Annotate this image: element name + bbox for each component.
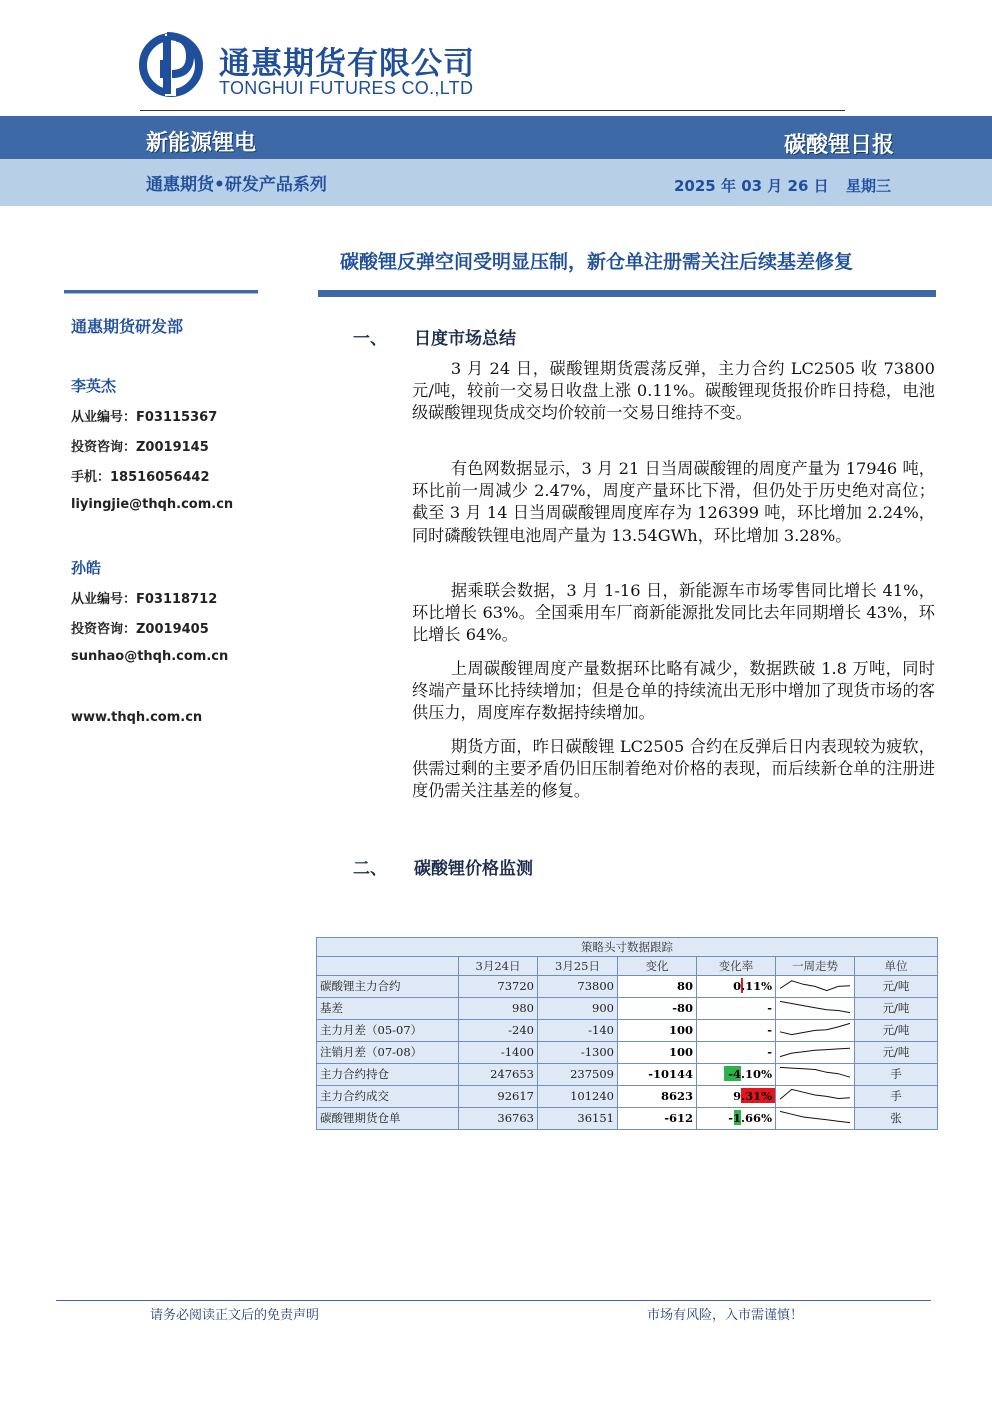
analyst-consult-id: 投资咨询：Z0019145 xyxy=(71,440,209,455)
report-category: 新能源锂电 xyxy=(146,131,257,156)
table-header-cell xyxy=(317,956,459,975)
sparkline-line xyxy=(780,1048,850,1056)
analyst-license: 从业编号：F03115367 xyxy=(71,410,218,425)
change-rate-text: 0.11% xyxy=(733,979,772,994)
change-rate xyxy=(697,997,776,1019)
section-number: 二、 xyxy=(353,859,387,879)
sparkline-chart xyxy=(776,976,855,994)
table-row xyxy=(317,1107,938,1129)
table-header-cell: 3月24日 xyxy=(459,956,538,975)
change-rate xyxy=(697,1041,776,1063)
analyst-name: 李英杰 xyxy=(71,377,117,395)
value-mar25: -140 xyxy=(538,1019,618,1041)
unit-label: 元/吨 xyxy=(855,997,938,1019)
table-row xyxy=(317,1063,938,1085)
change-rate-text: -1.66% xyxy=(728,1111,772,1126)
section-number: 一、 xyxy=(353,329,387,349)
unit-label: 元/吨 xyxy=(855,1019,938,1041)
report-weekday: 星期三 xyxy=(846,177,892,195)
report-date: 2025 年 03 月 26 日 xyxy=(674,177,829,195)
paragraph: 据乘联会数据，3 月 1-16 日，新能源车市场零售同比增长 41%，环比增长 63%。全国乘用车厂商新能源批发同比去年同期增长 43%，环比增长 64%。 xyxy=(412,581,935,645)
change-rate xyxy=(697,1107,776,1129)
weekly-trend-sparkline xyxy=(776,1063,855,1085)
header-divider xyxy=(140,110,845,111)
company-logo-icon xyxy=(138,30,204,100)
table-header-cell: 变化 xyxy=(618,956,697,975)
report-type: 碳酸锂日报 xyxy=(783,133,894,158)
row-label: 碳酸锂主力合约 xyxy=(317,975,459,997)
table-header-row xyxy=(317,956,938,975)
change-rate-text: - xyxy=(767,1001,772,1016)
change-value: -612 xyxy=(618,1107,697,1129)
change-rate xyxy=(697,1063,776,1085)
value-mar24: -240 xyxy=(459,1019,538,1041)
footer-divider xyxy=(56,1300,931,1301)
sparkline-chart xyxy=(776,1020,855,1038)
analyst-name: 孙皓 xyxy=(71,559,102,577)
change-value: 80 xyxy=(618,975,697,997)
weekly-trend-sparkline xyxy=(776,1041,855,1063)
table-row xyxy=(317,975,938,997)
unit-label: 元/吨 xyxy=(855,975,938,997)
sparkline-chart xyxy=(776,1042,855,1060)
analyst-consult-id: 投资咨询：Z0019405 xyxy=(71,622,209,637)
sparkline-line xyxy=(780,1023,850,1034)
change-value: 100 xyxy=(618,1019,697,1041)
value-mar24: 980 xyxy=(459,997,538,1019)
change-value: 100 xyxy=(618,1041,697,1063)
sidebar-divider xyxy=(64,290,258,294)
company-name-cn: 通惠期货有限公司 xyxy=(219,46,475,82)
unit-label: 手 xyxy=(855,1063,938,1085)
weekly-trend-sparkline xyxy=(776,1019,855,1041)
change-value: -80 xyxy=(618,997,697,1019)
change-rate xyxy=(697,975,776,997)
value-mar25: -1300 xyxy=(538,1041,618,1063)
row-label: 碳酸锂期货仓单 xyxy=(317,1107,459,1129)
website-link[interactable]: www.thqh.com.cn xyxy=(71,710,203,725)
table-header-cell: 3月25日 xyxy=(538,956,618,975)
table-header-cell: 单位 xyxy=(855,956,938,975)
table-row xyxy=(317,997,938,1019)
section-title: 日度市场总结 xyxy=(414,329,516,349)
analyst-email-link[interactable]: sunhao@thqh.com.cn xyxy=(71,649,229,664)
sparkline-chart xyxy=(776,1086,855,1104)
table-caption: 策略头寸数据跟踪 xyxy=(317,938,938,957)
value-mar24: -1400 xyxy=(459,1041,538,1063)
sparkline-chart xyxy=(776,998,855,1016)
weekly-trend-sparkline xyxy=(776,997,855,1019)
disclaimer-notice: 请务必阅读正文后的免责声明 xyxy=(150,1308,320,1323)
change-rate xyxy=(697,1019,776,1041)
unit-label: 张 xyxy=(855,1107,938,1129)
value-mar24: 36763 xyxy=(459,1107,538,1129)
analyst-email-link[interactable]: liyingjie@thqh.com.cn xyxy=(71,497,234,512)
value-mar24: 73720 xyxy=(459,975,538,997)
section-title: 碳酸锂价格监测 xyxy=(414,859,533,879)
row-label: 主力合约成交 xyxy=(317,1085,459,1107)
weekly-trend-sparkline xyxy=(776,1107,855,1129)
table-row xyxy=(317,1085,938,1107)
value-mar25: 73800 xyxy=(538,975,618,997)
value-mar25: 900 xyxy=(538,997,618,1019)
change-rate-text: -4.10% xyxy=(728,1067,772,1082)
unit-label: 手 xyxy=(855,1085,938,1107)
paragraph: 3 月 24 日，碳酸锂期货震荡反弹，主力合约 LC2505 收 73800 元/吨，较前一交易日收盘上涨 0.11%。碳酸锂现货报价昨日持稳，电池级碳酸锂现货成交均价较前一交易日维持不变。 xyxy=(412,359,935,423)
report-headline: 碳酸锂反弹空间受明显压制，新仓单注册需关注后续基差修复 xyxy=(340,251,854,273)
change-rate-text: - xyxy=(767,1045,772,1060)
analyst-phone: 手机：18516056442 xyxy=(71,470,210,485)
row-label: 注销月差（07-08） xyxy=(317,1041,459,1063)
company-name-en: TONGHUI FUTURES CO.,LTD xyxy=(219,78,474,98)
value-mar25: 237509 xyxy=(538,1063,618,1085)
value-mar24: 247653 xyxy=(459,1063,538,1085)
report-series: 通惠期货•研发产品系列 xyxy=(146,175,327,195)
change-value: -10144 xyxy=(618,1063,697,1085)
paragraph: 上周碳酸锂周度产量数据环比略有减少，数据跌破 1.8 万吨，同时终端产量环比持续增加；但是仓单的持续流出无形中增加了现货市场的客供压力，周度库存数据持续增加。 xyxy=(412,659,935,723)
sparkline-chart xyxy=(776,1064,855,1082)
value-mar25: 36151 xyxy=(538,1107,618,1129)
sparkline-line xyxy=(780,1089,850,1099)
research-department: 通惠期货研发部 xyxy=(71,317,184,336)
table-row xyxy=(317,1019,938,1041)
sparkline-line xyxy=(780,1067,850,1077)
sparkline-chart xyxy=(776,1108,855,1126)
content-divider xyxy=(318,290,936,297)
value-mar24: 92617 xyxy=(459,1085,538,1107)
sparkline-line xyxy=(780,980,850,990)
unit-label: 元/吨 xyxy=(855,1041,938,1063)
row-label: 主力月差（05-07） xyxy=(317,1019,459,1041)
table-header-cell: 变化率 xyxy=(697,956,776,975)
table-header-cell: 一周走势 xyxy=(776,956,855,975)
row-label: 主力合约持仓 xyxy=(317,1063,459,1085)
paragraph: 有色网数据显示，3 月 21 日当周碳酸锂的周度产量为 17946 吨，环比前一周减少 2.47%，周度产量环比下滑，但仍处于历史绝对高位；截至 3 月 14 日当周碳酸锂周度库存为 126399 吨，环比增加 2.24%，同时磷酸铁锂电池周产量为 13.54GWh，环比增加 3.28%。 xyxy=(412,459,935,545)
change-rate-text: 9.31% xyxy=(733,1089,772,1104)
price-monitor-table xyxy=(316,937,938,1130)
change-rate-text: - xyxy=(767,1023,772,1038)
weekly-trend-sparkline xyxy=(776,1085,855,1107)
sparkline-line xyxy=(780,1111,850,1122)
value-mar25: 101240 xyxy=(538,1085,618,1107)
change-rate xyxy=(697,1085,776,1107)
table-row xyxy=(317,1041,938,1063)
analyst-license: 从业编号：F03118712 xyxy=(71,592,218,607)
sparkline-line xyxy=(780,1001,850,1012)
risk-warning: 市场有风险，入市需谨慎！ xyxy=(647,1308,804,1323)
change-value: 8623 xyxy=(618,1085,697,1107)
weekly-trend-sparkline xyxy=(776,975,855,997)
row-label: 基差 xyxy=(317,997,459,1019)
paragraph: 期货方面，昨日碳酸锂 LC2505 合约在反弹后日内表现较为疲软，供需过剩的主要矛盾仍旧压制着绝对价格的表现，而后续新仓单的注册进度仍需关注基差的修复。 xyxy=(412,737,935,801)
